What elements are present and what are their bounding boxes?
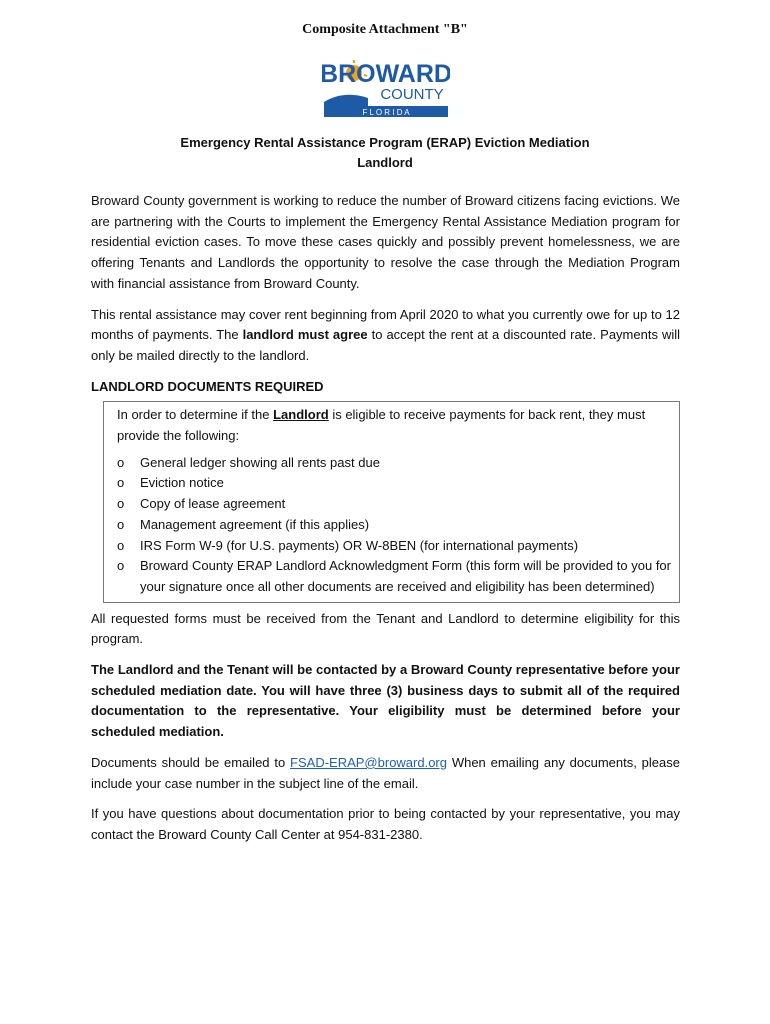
list-item [117, 536, 671, 557]
document-title [0, 133, 770, 173]
logo-line-broward: BROWARD [322, 60, 450, 88]
list-item-text: Copy of lease agreement [140, 496, 286, 512]
rent-paragraph-text: This rental assistance may cover rent beginning from April 2020 to what you currently owe for up to 12 months of payments. The [91, 306, 680, 343]
list-item [117, 494, 671, 515]
logo-line-florida: F L O R I D A [362, 108, 410, 117]
requirements-intro-text: In order to determine if the [117, 407, 274, 423]
landlord-must-agree-emphasis: landlord must agree [242, 327, 368, 343]
bullet-icon: o [117, 454, 125, 470]
requirements-intro [117, 405, 671, 446]
list-item-text: Eviction notice [140, 475, 224, 491]
list-item-text: Management agreement (if this applies) [140, 516, 370, 532]
questions-paragraph: If you have questions about documentation prior to being contacted by your representative, you may contact the Broward County Call Center at 954-831-2380. [91, 806, 680, 842]
email-paragraph-text-end: When emailing any documents, please include your case number in the subject line of the email. [91, 754, 680, 791]
logo-line-county: COUNTY [380, 86, 444, 103]
intro-paragraph: Broward County government is working to reduce the number of Broward citizens facing evictions. We are partnering with the Courts to implement the Emergency Rental Assistance Mediation program for residential eviction cases. To move these cases quickly and possibly prevent homelessness, we are offering Tenants and Landlords the opportunity to resolve the case through the Mediation Program with financial assistance from Broward County. [91, 193, 680, 291]
forms-paragraph: All requested forms must be received from the Tenant and Landlord to determine eligibility for this program. [91, 610, 680, 647]
list-item-text: General ledger showing all rents past due [140, 454, 380, 470]
list-item-text: IRS Form W-9 (for U.S. payments) OR W-8BEN (for international payments) [140, 537, 579, 553]
list-item-text: Broward County ERAP Landlord Acknowledgment Form (this form will be provided to you for your signature once all other documents are received and eligibility has been determined) [140, 558, 671, 594]
requirements-box [103, 401, 680, 602]
list-item [117, 453, 671, 474]
landlord-emphasis: Landlord [273, 407, 329, 423]
document-title-line2: Landlord [357, 155, 413, 170]
bullet-icon: o [117, 496, 125, 512]
requirements-intro-text-end: is eligible to receive payments for back rent, they must provide the following: [117, 407, 646, 444]
broward-logo-graphic [322, 58, 450, 118]
header-title: Composite Attachment "B" [302, 22, 468, 37]
rent-paragraph [91, 305, 680, 367]
contact-notice: The Landlord and the Tenant will be contacted by a Broward County representative before your scheduled mediation date. You will have three (3) business days to submit all of the required documentation to the representative. Your eligibility must be determined before your scheduled mediation. [91, 662, 680, 740]
list-item [117, 556, 671, 597]
bullet-icon: o [117, 516, 125, 532]
broward-county-logo [322, 58, 450, 118]
list-item [117, 473, 671, 494]
bullet-icon: o [117, 475, 125, 491]
list-item [117, 515, 671, 536]
bullet-icon: o [117, 558, 125, 574]
rent-paragraph-text-end: to accept the rent at a discounted rate. Payments will only be mailed directly to the landlord. [91, 327, 680, 363]
document-title-line1: Emergency Rental Assistance Program (ERAP) Eviction Mediation [180, 135, 590, 150]
email-paragraph-text: Documents should be emailed to [91, 754, 291, 770]
document-body [91, 191, 680, 856]
bullet-icon: o [117, 537, 125, 553]
email-link[interactable]: FSAD-ERAP@broward.org [290, 754, 447, 770]
requirements-list [117, 453, 671, 598]
email-paragraph [91, 753, 680, 794]
documents-heading: LANDLORD DOCUMENTS REQUIRED [91, 378, 324, 394]
